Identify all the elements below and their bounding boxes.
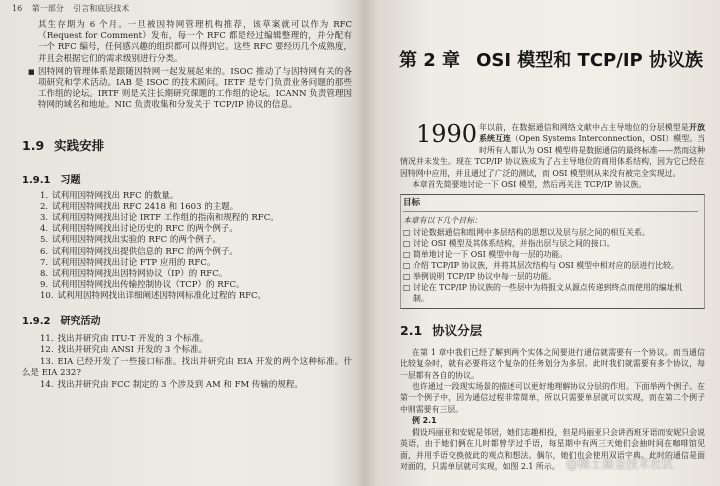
body-paragraph: 在第 1 章中我们已经了解到两个实体之间要进行通信就需要有一个协议。而当通信比较复杂时，就有必要将这个复杂的任务划分为多层。此时我们就需要有多个协议，每一层都有各自的协议。 — [400, 347, 705, 380]
research-number: 12. — [40, 345, 54, 356]
exercise-item — [22, 269, 352, 280]
subsection-number: 1.9.2 — [22, 315, 51, 327]
subsection-title: 习题 — [60, 174, 81, 186]
section-title: 协议分层 — [432, 322, 483, 338]
objective-item — [403, 227, 698, 238]
intro-paragraph: 其生存期为 6 个月。一旦被因特网管理机构推荐，该草案就可以作为 RFC（Request for Comment）发布，每一个 RFC 都是经过编辑整理的，并分配有一个 RFC 编号，任何感兴趣的组织都可以得到它。这些 RFC 要经历几个成熟度，并且会根据它们的需求级别进行分类。 — [38, 20, 352, 64]
objective-text: 举例说明 TCP/IP 协议中每一层的功能。 — [413, 271, 557, 281]
exercise-item — [22, 280, 352, 291]
exercise-item — [22, 291, 352, 302]
objective-item — [403, 238, 698, 249]
exercise-item — [22, 224, 352, 235]
exercise-text: 试利用因特网找出 RFC 的数量。 — [52, 190, 179, 201]
exercise-number: 4. — [40, 224, 49, 235]
objectives-lead: 本章有以下几个目标： — [403, 216, 482, 226]
exercise-number: 9. — [40, 280, 49, 291]
checkbox-bullet-icon: □ — [403, 249, 411, 259]
research-list — [22, 334, 352, 392]
chapter-title — [399, 50, 703, 72]
research-text: 找出并研究由 FCC 制定的 3 个涉及到 AM 和 FM 传输的规程。 — [57, 379, 303, 390]
left-page — [22, 20, 352, 391]
research-item — [22, 334, 352, 346]
research-text: 找出并研究由 ANSI 开发的 3 个标准。 — [57, 345, 208, 356]
exercise-number: 5. — [40, 235, 49, 246]
intro-text-end: （Open Systems Interconnection，OSI）模型。当时所有人都认为 OSI 模型将是数据通信的最终标准——然而这种情况并未发生。现在 TCP/IP 协议族成为了占主导地位的商用体系结构，因为它已经在因特网中应用，并且通过了广泛的测试，而 OSI 模型则从来没有被完全实现过。 — [400, 134, 705, 178]
section-number: 2.1 — [400, 322, 423, 338]
intro-text-start: 年以前，在数据通信和网络文献中占主导地位的分层模型是 — [479, 123, 690, 132]
research-item — [22, 357, 352, 380]
chapter-intro — [400, 122, 705, 179]
objective-text: 讨论数据通信和组网中多层结构的思想以及层与层之间的相互关系。 — [413, 227, 650, 237]
exercise-item — [22, 191, 352, 202]
exercises-heading — [22, 174, 352, 187]
objective-item — [403, 249, 698, 260]
intro-bold-term: 开放系统互连 — [479, 123, 705, 144]
part-title: 引言和底层技术 — [73, 4, 130, 13]
square-bullet-icon: ■ — [28, 67, 35, 76]
exercise-text: 试利用因特网找出讨论 FTP 应用的 RFC。 — [52, 257, 216, 268]
example-label: 例 2.1 — [412, 416, 437, 426]
drop-year: 1990 — [416, 120, 478, 148]
exercise-item — [22, 247, 352, 258]
exercise-item — [22, 202, 352, 213]
checkbox-bullet-icon: □ — [403, 227, 411, 237]
section-title: 实践安排 — [54, 137, 105, 153]
exercise-text: 试利用因特网找出实验的 RFC 的两个例子。 — [52, 235, 221, 246]
exercise-text: 试利用因特网找出详细阐述因特网标准化过程的 RFC。 — [57, 291, 267, 302]
research-item — [22, 380, 352, 392]
exercise-list — [22, 191, 352, 303]
chapter-label: 第 2 章 — [399, 50, 461, 71]
page-header — [12, 4, 136, 14]
research-number: 14. — [40, 379, 54, 390]
exercise-item — [22, 258, 352, 269]
example-text: 假设玛丽亚和安妮是邻居，她们志趣相投，但是玛丽亚只会讲西班牙语而安妮只会说英语，由于她们俩在儿时都曾学过手语，每星期中有两三天她们会抽时间在咖啡馆见面，并用手语交换彼此的观点和想法。偶尔，她们也会使用双语字典。此时的通信是面对面的，只需单层就可实现，如图 2.1 所示。 — [400, 427, 705, 471]
objective-item — [403, 271, 698, 282]
part-label: 第一部分 — [31, 4, 64, 13]
research-heading — [22, 315, 352, 328]
research-text: 找出并研究由 ITU-T 开发的 3 个标准。 — [57, 333, 209, 344]
exercise-item — [22, 213, 352, 224]
exercise-number: 1. — [40, 190, 49, 201]
objective-text: 讨论在 TCP/IP 协议族的一些层中为将报文从源点传递到终点而使用的编址机制。 — [413, 282, 683, 303]
subsection-number: 1.9.1 — [22, 174, 51, 186]
checkbox-bullet-icon: □ — [403, 238, 411, 248]
subsection-title: 研究活动 — [60, 315, 101, 327]
right-page — [400, 122, 705, 472]
exercise-text: 试利用因特网找出讨论历史的 RFC 的两个例子。 — [52, 224, 238, 235]
section-heading — [22, 138, 352, 154]
exercise-text: 试利用因特网找出传输控制协议（TCP）的 RFC。 — [52, 280, 245, 291]
objective-item — [403, 282, 698, 304]
objectives-box — [400, 194, 705, 308]
chapter-summary: 本章首先简要地讨论一下 OSI 模型，然后再关注 TCP/IP 协议族。 — [412, 180, 647, 190]
exercise-number: 3. — [40, 213, 49, 224]
checkbox-bullet-icon: □ — [403, 271, 411, 281]
exercise-item — [22, 235, 352, 246]
research-number: 11. — [40, 333, 54, 344]
checkbox-bullet-icon: □ — [403, 282, 411, 292]
exercise-text: 试利用因特网找出 RFC 2418 和 1603 的主题。 — [52, 201, 239, 212]
summary-bullet — [28, 67, 352, 112]
exercise-number: 6. — [40, 246, 49, 257]
exercise-number: 10. — [40, 291, 54, 302]
exercise-text: 试利用因特网找出讨论 IRTF 工作组的指南和规程的 RFC。 — [52, 213, 279, 224]
checkbox-bullet-icon: □ — [403, 260, 411, 270]
objectives-heading: 目标 — [403, 198, 698, 212]
objective-text: 介绍 TCP/IP 协议族，并将其层次结构与 OSI 模型中相对应的层进行比较。 — [413, 260, 679, 270]
exercise-number: 7. — [40, 257, 49, 268]
research-item — [22, 345, 352, 357]
body-paragraph: 也许通过一段现实场景的描述可以更好地理解协议分层的作用。下面举两个例子。在第一个例子中，因为通信过程非常简单，所以只需要单层就可以实现，而在第二个例子中则需要有三层。 — [400, 382, 705, 414]
section-heading — [400, 323, 705, 339]
objective-text: 简单地讨论一下 OSI 模型中每一层的功能。 — [413, 249, 568, 259]
exercise-text: 试利用因特网找出因特网协议（IP）的 RFC。 — [52, 269, 228, 280]
page-number: 16 — [12, 4, 23, 13]
objective-item — [403, 260, 698, 271]
section-number: 1.9 — [22, 137, 45, 153]
objective-text: 讨论 OSI 模型及其体系结构，并指出层与层之间的接口。 — [413, 238, 615, 248]
bullet-text: 因特网的管理体系是跟随因特网一起发展起来的。ISOC 推动了与因特网有关的各项研究和学术活动。IAB 是 ISOC 的技术顾问。IETF 是专门负责业务问题的那些工作组的论坛。IRTF 则是关注长期研究课题的工作组的论坛。ICANN 负责管理因特网的域名和地址。NIC 负责收集和分发关于 TCP/IP 协议的信息。 — [38, 66, 352, 111]
research-text: EIA 已经开发了一些接口标准。找出并研究由 EIA 开发的两个这种标准。什么是 EIA 232? — [22, 356, 352, 379]
watermark: @稀土掘金技术社区 — [566, 457, 675, 471]
exercise-text: 试利用因特网找出提供信息的 RFC 的两个例子。 — [52, 246, 238, 257]
exercise-number: 2. — [40, 201, 49, 212]
research-number: 13. — [40, 356, 54, 367]
chapter-name: OSI 模型和 TCP/IP 协议族 — [476, 50, 703, 71]
exercise-number: 8. — [40, 269, 49, 280]
